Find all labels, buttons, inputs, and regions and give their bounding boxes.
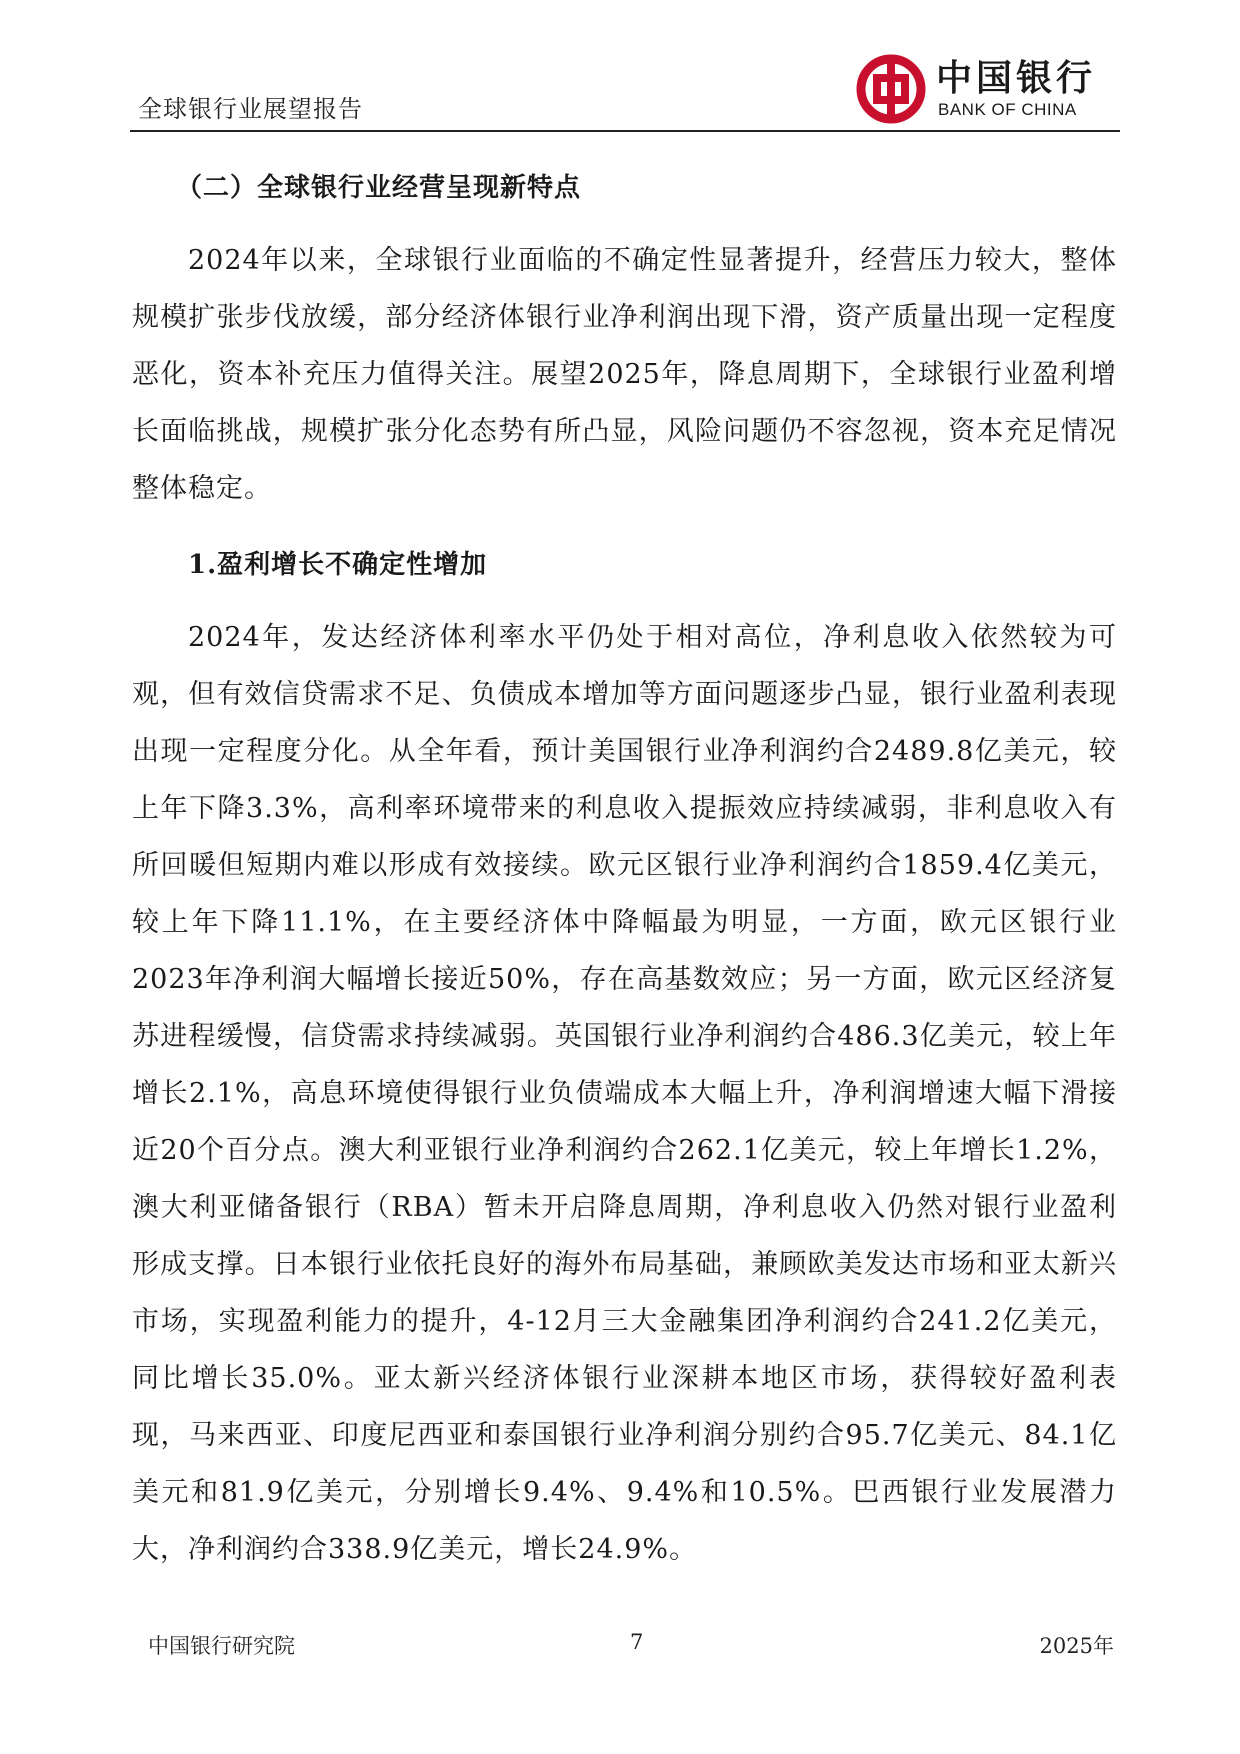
bank-of-china-emblem-icon	[856, 54, 926, 124]
page-header	[130, 40, 1120, 132]
page-footer	[130, 1630, 1120, 1670]
page-number: 7	[630, 1630, 644, 1654]
report-title: 全球银行业展望报告	[138, 95, 363, 123]
bank-logo	[856, 50, 1106, 126]
footer-institution: 中国银行研究院	[148, 1634, 295, 1658]
logo-name-english: BANK OF CHINA	[938, 100, 1077, 119]
footer-year: 2025年	[1039, 1634, 1114, 1658]
logo-name-chinese: 中国银行	[936, 57, 1097, 99]
page-body	[132, 150, 1117, 1578]
subsection-heading: 1.盈利增长不确定性增加	[188, 550, 488, 580]
section-heading: （二）全球银行业经营呈现新特点	[176, 173, 582, 203]
subsection-body-paragraph: 2024年，发达经济体利率水平仍处于相对高位，净利息收入依然较为可观，但有效信贷需求不足、负债成本增加等方面问题逐步凸显，银行业盈利表现出现一定程度分化。从全年看，预计美国银行业净利润约合2489.8亿美元，较上年下降3.3%，高利率环境带来的利息收入提振效应持续减弱，非利息收入有所回暖但短期内难以形成有效接续。欧元区银行业净利润约合1859.4亿美元，较上年下降11.1%，在主要经济体中降幅最为明显，一方面，欧元区银行业2023年净利润大幅增长接近50%，存在高基数效应；另一方面，欧元区经济复苏进程缓慢，信贷需求持续减弱。英国银行业净利润约合486.3亿美元，较上年增长2.1%，高息环境使得银行业负债端成本大幅上升，净利润增速大幅下滑接近20个百分点。澳大利亚银行业净利润约合262.1亿美元，较上年增长1.2%，澳大利亚储备银行（RBA）暂未开启降息周期，净利息收入仍然对银行业盈利形成支撑。日本银行业依托良好的海外布局基础，兼顾欧美发达市场和亚太新兴市场，实现盈利能力的提升，4-12月三大金融集团净利润约合241.2亿美元，同比增长35.0%。亚太新兴经济体银行业深耕本地区市场，获得较好盈利表现，马来西亚、印度尼西亚和泰国银行业净利润分别约合95.7亿美元、84.1亿美元和81.9亿美元，分别增长9.4%、9.4%和10.5%。巴西银行业发展潜力大，净利润约合338.9亿美元，增长24.9%。	[132, 622, 1117, 1565]
section-intro-paragraph: 2024年以来，全球银行业面临的不确定性显著提升，经营压力较大，整体规模扩张步伐放缓，部分经济体银行业净利润出现下滑，资产质量出现一定程度恶化，资本补充压力值得关注。展望2025年，降息周期下，全球银行业盈利增长面临挑战，规模扩张分化态势有所凸显，风险问题仍不容忽视，资本充足情况整体稳定。	[132, 245, 1117, 504]
